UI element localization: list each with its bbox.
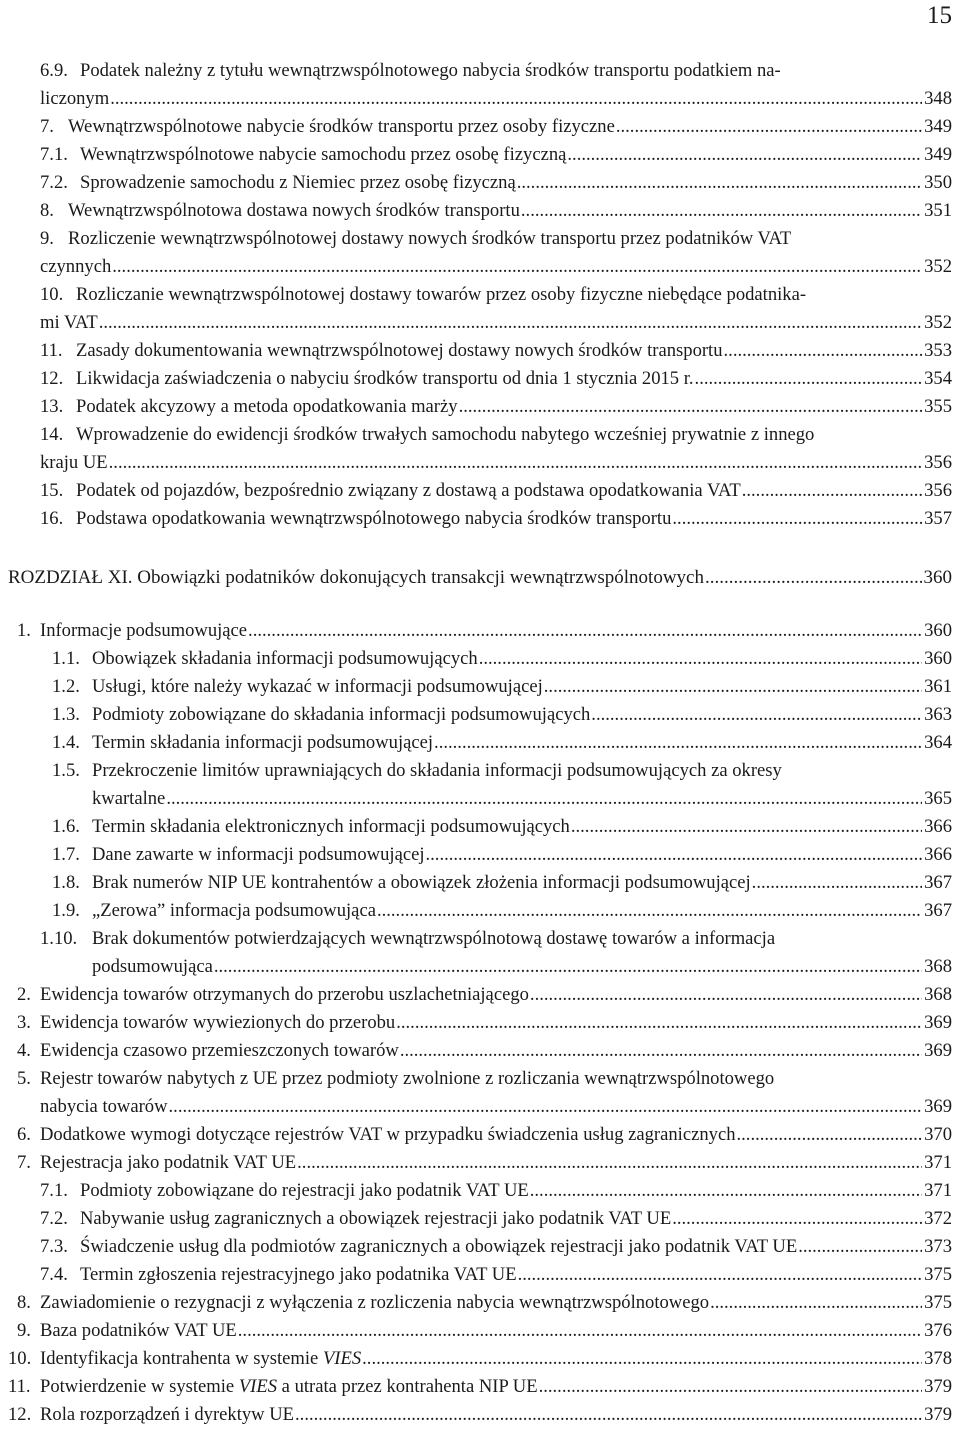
- toc-title: liczonym: [40, 88, 110, 109]
- dot-leader: [530, 981, 922, 1009]
- toc-line: [68, 113, 952, 141]
- toc-line: [68, 225, 952, 253]
- chapter-toc-page: 364: [924, 732, 952, 753]
- toc-line: [80, 57, 952, 85]
- chapter-toc-line: [40, 1093, 952, 1121]
- chapter-toc-line: [92, 897, 952, 925]
- chapter-toc-page: 363: [924, 704, 952, 725]
- chapter-toc-page: 367: [924, 900, 952, 921]
- toc-page: 349: [924, 116, 952, 137]
- chapter-toc-page: 360: [924, 648, 952, 669]
- chapter-toc-page: 368: [924, 984, 952, 1005]
- toc-title: czynnych: [40, 256, 112, 277]
- chapter-toc-number: 2.: [17, 984, 31, 1005]
- toc-page: 357: [924, 508, 952, 529]
- toc-line: [76, 281, 952, 309]
- chapter-toc-number: 8.: [17, 1292, 31, 1313]
- chapter-toc-page: 365: [924, 788, 952, 809]
- dot-leader: [521, 197, 922, 225]
- vies-term: VIES: [322, 1348, 362, 1369]
- chapter-toc-title: Ewidencja czasowo przemieszczonych towarów: [40, 1040, 399, 1061]
- dot-leader: [459, 393, 923, 421]
- chapter-toc-title: Identyfikacja kontrahenta w systemie VIES: [40, 1348, 362, 1369]
- chapter-toc-page: 372: [924, 1208, 952, 1229]
- chapter-toc-title: Potwierdzenie w systemie VIES a utrata przez kontrahenta NIP UE: [40, 1376, 538, 1397]
- chapter-toc-page: 379: [924, 1404, 952, 1425]
- dot-leader: [99, 309, 922, 337]
- toc-title: mi VAT: [40, 312, 98, 333]
- chapter-toc-number: 1.4.: [52, 732, 80, 753]
- chapter-toc-line: [40, 1149, 952, 1177]
- dot-leader: [530, 1177, 922, 1205]
- toc-title: kraju UE: [40, 452, 108, 473]
- chapter-toc-line: [92, 925, 952, 953]
- chapter-toc-line: [40, 1401, 952, 1429]
- chapter-toc-line: [80, 1205, 952, 1233]
- chapter-toc-number: 7.1.: [40, 1180, 68, 1201]
- toc-number: 10.: [40, 284, 64, 305]
- chapter-toc-line: [92, 813, 952, 841]
- toc-line: [76, 337, 952, 365]
- dot-leader: [434, 729, 922, 757]
- chapter-toc-line: [92, 953, 952, 981]
- chapter-toc-page: 366: [924, 816, 952, 837]
- toc-number: 6.9.: [40, 60, 68, 81]
- toc-line: [76, 421, 952, 449]
- toc-number: 7.: [40, 116, 54, 137]
- chapter-toc-title: Brak numerów NIP UE kontrahentów a obowiązek złożenia informacji podsumowującej: [92, 872, 751, 893]
- dot-leader: [110, 85, 922, 113]
- chapter-toc-number: 1.7.: [52, 844, 80, 865]
- toc-page: 355: [924, 396, 952, 417]
- dot-leader: [571, 813, 922, 841]
- chapter-toc-number: 7.: [17, 1152, 31, 1173]
- chapter-toc-page: 368: [924, 956, 952, 977]
- chapter-toc-number: 1.3.: [52, 704, 80, 725]
- dot-leader: [672, 505, 922, 533]
- toc-title: Wewnątrzwspólnotowe nabycie środków transportu przez osoby fizyczne: [68, 116, 615, 137]
- chapter-toc-title: Świadczenie usług dla podmiotów zagranicznych a obowiązek rejestracji jako podatnik VAT UE: [80, 1236, 798, 1257]
- chapter-toc-number: 9.: [17, 1320, 31, 1341]
- chapter-toc-page: 378: [924, 1348, 952, 1369]
- dot-leader: [517, 169, 922, 197]
- toc-line: [40, 253, 952, 281]
- toc-number: 8.: [40, 200, 54, 221]
- dot-leader: [112, 253, 922, 281]
- toc-line: [76, 365, 952, 393]
- toc-title: Podstawa opodatkowania wewnątrzwspólnotowego nabycia środków transportu: [76, 508, 672, 529]
- chapter-toc-line: [40, 1317, 952, 1345]
- dot-leader: [710, 1289, 922, 1317]
- chapter-toc-title: Termin zgłoszenia rejestracyjnego jako podatnika VAT UE: [80, 1264, 517, 1285]
- chapter-toc-line: [80, 1177, 952, 1205]
- toc-line: [76, 393, 952, 421]
- chapter-toc-title: Rejestracja jako podatnik VAT UE: [40, 1152, 297, 1173]
- dot-leader: [169, 1093, 923, 1121]
- toc-line: [76, 505, 952, 533]
- toc-title: Wprowadzenie do ewidencji środków trwałych samochodu nabytego wcześniej prywatnie z innego: [76, 424, 815, 445]
- chapter-toc-title: Termin składania informacji podsumowującej: [92, 732, 434, 753]
- dot-leader: [672, 1205, 922, 1233]
- chapter-toc-number: 1.10.: [40, 928, 78, 949]
- toc-page: 350: [924, 172, 952, 193]
- page-number: 15: [927, 2, 952, 29]
- chapter-toc-number: 1.9.: [52, 900, 80, 921]
- toc-number: 16.: [40, 508, 64, 529]
- dot-leader: [616, 113, 922, 141]
- toc-title: Rozliczenie wewnątrzwspólnotowej dostawy nowych środków transportu przez podatników VAT: [68, 228, 792, 249]
- toc-page: 348: [924, 88, 952, 109]
- chapter-toc-line: [40, 1037, 952, 1065]
- toc-page: 354: [924, 368, 952, 389]
- chapter-toc-title: kwartalne: [92, 788, 166, 809]
- chapter-toc-page: 375: [924, 1292, 952, 1313]
- chapter-toc-page: 366: [924, 844, 952, 865]
- chapter-toc-number: 3.: [17, 1012, 31, 1033]
- chapter-toc-page: 379: [924, 1376, 952, 1397]
- chapter-toc-line: [92, 645, 952, 673]
- chapter-toc-title: Przekroczenie limitów uprawniających do składania informacji podsumowujących za okresy: [92, 760, 782, 781]
- toc-page: 356: [924, 452, 952, 473]
- chapter-toc-line: [40, 1289, 952, 1317]
- chapter-toc-number: 1.1.: [52, 648, 80, 669]
- chapter-toc-title: Nabywanie usług zagranicznych a obowiązek rejestracji jako podatnik VAT UE: [80, 1208, 672, 1229]
- chapter-toc-number: 7.4.: [40, 1264, 68, 1285]
- chapter-toc-line: [40, 1009, 952, 1037]
- dot-leader: [362, 1345, 922, 1373]
- chapter-toc-page: 371: [924, 1152, 952, 1173]
- chapter-toc-number: 6.: [17, 1124, 31, 1145]
- chapter-toc-page: 370: [924, 1124, 952, 1145]
- chapter-toc-number: 1.8.: [52, 872, 80, 893]
- toc-page: 352: [924, 256, 952, 277]
- chapter-toc-number: 4.: [17, 1040, 31, 1061]
- dot-leader: [742, 477, 922, 505]
- toc-line: [68, 197, 952, 225]
- dot-leader: [396, 1009, 922, 1037]
- chapter-toc-line: [80, 1261, 952, 1289]
- toc-number: 7.2.: [40, 172, 68, 193]
- toc-title: Likwidacja zaświadczenia o nabyciu środków transportu od dnia 1 stycznia 2015 r.: [76, 368, 694, 389]
- dot-leader: [377, 897, 922, 925]
- toc-page: 351: [924, 200, 952, 221]
- chapter-toc-line: [92, 869, 952, 897]
- chapter-toc-number: 10.: [8, 1348, 32, 1369]
- chapter-toc-title: Obowiązek składania informacji podsumowujących: [92, 648, 478, 669]
- chapter-toc-page: 369: [924, 1040, 952, 1061]
- chapter-toc-line: [40, 1121, 952, 1149]
- chapter-page: 360: [923, 567, 952, 588]
- vies-term: VIES: [238, 1376, 278, 1397]
- chapter-toc-line: [40, 1345, 952, 1373]
- chapter-toc-line: [92, 673, 952, 701]
- toc-number: 14.: [40, 424, 64, 445]
- dot-leader: [544, 673, 922, 701]
- dot-leader: [539, 1373, 923, 1401]
- chapter-toc-page: 360: [924, 620, 952, 641]
- chapter-toc-line: [92, 841, 952, 869]
- toc-title: Sprowadzenie samochodu z Niemiec przez osobę fizyczną: [80, 172, 516, 193]
- toc-line: [76, 477, 952, 505]
- chapter-toc-title: Ewidencja towarów otrzymanych do przerobu uszlachetniającego: [40, 984, 529, 1005]
- chapter-toc-page: 373: [924, 1236, 952, 1257]
- chapter-toc-line: [40, 617, 952, 645]
- toc-number: 15.: [40, 480, 64, 501]
- dot-leader: [295, 1401, 922, 1429]
- toc-page: 352: [924, 312, 952, 333]
- chapter-toc-title: Dane zawarte w informacji podsumowującej: [92, 844, 425, 865]
- chapter-toc-number: 1.5.: [52, 760, 80, 781]
- chapter-toc-page: 369: [924, 1096, 952, 1117]
- chapter-toc-title: nabycia towarów: [40, 1096, 168, 1117]
- dot-leader: [109, 449, 922, 477]
- chapter-toc-number: 11.: [8, 1376, 31, 1397]
- dot-leader: [248, 617, 922, 645]
- chapter-heading: [8, 567, 952, 595]
- chapter-toc-number: 7.3.: [40, 1236, 68, 1257]
- chapter-toc-title: Informacje podsumowujące: [40, 620, 248, 641]
- toc-number: 13.: [40, 396, 64, 417]
- chapter-toc-number: 1.: [17, 620, 31, 641]
- toc-title: Podatek od pojazdów, bezpośrednio związany z dostawą a podstawa opodatkowania VAT: [76, 480, 741, 501]
- chapter-toc-title: Termin składania elektronicznych informacji podsumowujących: [92, 816, 570, 837]
- chapter-toc-line: [40, 1065, 952, 1093]
- chapter-toc-page: 367: [924, 872, 952, 893]
- toc-number: 9.: [40, 228, 54, 249]
- dot-leader: [238, 1317, 922, 1345]
- chapter-toc-title: Rejestr towarów nabytych z UE przez podmioty zwolnione z rozliczania wewnątrzwspólnotowego: [40, 1068, 775, 1089]
- chapter-toc-number: 7.2.: [40, 1208, 68, 1229]
- toc-line: [80, 169, 952, 197]
- toc-title: Wewnątrzwspólnotowa dostawa nowych środków transportu: [68, 200, 520, 221]
- chapter-toc-number: 5.: [17, 1068, 31, 1089]
- chapter-toc-page: 371: [924, 1180, 952, 1201]
- toc-title: Rozliczanie wewnątrzwspólnotowej dostawy towarów przez osoby fizyczne niebędące podatnika-: [76, 284, 807, 305]
- chapter-toc-title: Baza podatników VAT UE: [40, 1320, 237, 1341]
- chapter-toc-title: Brak dokumentów potwierdzających wewnątrzwspólnotową dostawę towarów a informacja: [92, 928, 776, 949]
- dot-leader: [591, 701, 922, 729]
- chapter-toc-number: 1.2.: [52, 676, 80, 697]
- chapter-toc-page: 361: [924, 676, 952, 697]
- dot-leader: [695, 365, 923, 393]
- chapter-toc-line: [92, 785, 952, 813]
- dot-leader: [752, 869, 922, 897]
- toc-page: 353: [924, 340, 952, 361]
- toc-line: [40, 449, 952, 477]
- toc-number: 12.: [40, 368, 64, 389]
- chapter-title: ROZDZIAŁ XI. Obowiązki podatników dokonujących transakcji wewnątrzwspólnotowych: [8, 567, 704, 588]
- chapter-toc-number: 12.: [8, 1404, 32, 1425]
- dot-leader: [798, 1233, 922, 1261]
- chapter-toc-title: Podmioty zobowiązane do składania informacji podsumowujących: [92, 704, 591, 725]
- dot-leader: [214, 953, 922, 981]
- toc-line: [80, 141, 952, 169]
- chapter-toc-page: 375: [924, 1264, 952, 1285]
- dot-leader: [426, 841, 923, 869]
- chapter-toc-title: Rola rozporządzeń i dyrektyw UE: [40, 1404, 295, 1425]
- dot-leader: [567, 141, 922, 169]
- dot-leader: [166, 785, 922, 813]
- toc-title: Podatek akcyzowy a metoda opodatkowania marży: [76, 396, 458, 417]
- chapter-toc-title: „Zerowa” informacja podsumowująca: [92, 900, 376, 921]
- chapter-toc-line: [92, 701, 952, 729]
- chapter-toc-title: Usługi, które należy wykazać w informacji podsumowującej: [92, 676, 543, 697]
- dot-leader: [400, 1037, 922, 1065]
- toc-page: 349: [924, 144, 952, 165]
- toc-line: [40, 85, 952, 113]
- chapter-toc-title: Zawiadomienie o rezygnacji z wyłączenia z rozliczenia nabycia wewnątrzwspólnotowego: [40, 1292, 710, 1313]
- toc-title: Zasady dokumentowania wewnątrzwspólnotowej dostawy nowych środków transportu: [76, 340, 723, 361]
- toc-line: [40, 309, 952, 337]
- dot-leader: [297, 1149, 922, 1177]
- dot-leader: [479, 645, 922, 673]
- toc-page: 356: [924, 480, 952, 501]
- chapter-toc-line: [80, 1233, 952, 1261]
- dot-leader: [724, 337, 923, 365]
- toc-number: 11.: [40, 340, 63, 361]
- chapter-toc-line: [40, 981, 952, 1009]
- chapter-toc-number: 1.6.: [52, 816, 80, 837]
- chapter-toc-line: [40, 1373, 952, 1401]
- toc-title: Wewnątrzwspólnotowe nabycie samochodu przez osobę fizyczną: [80, 144, 567, 165]
- toc-title: Podatek należny z tytułu wewnątrzwspólnotowego nabycia środków transportu podatkiem na-: [80, 60, 781, 81]
- chapter-toc-page: 369: [924, 1012, 952, 1033]
- chapter-toc-title: Podmioty zobowiązane do rejestracji jako podatnik VAT UE: [80, 1180, 529, 1201]
- toc-number: 7.1.: [40, 144, 68, 165]
- chapter-toc-line: [92, 757, 952, 785]
- chapter-toc-page: 376: [924, 1320, 952, 1341]
- dot-leader: [518, 1261, 923, 1289]
- chapter-toc-title: Dodatkowe wymogi dotyczące rejestrów VAT w przypadku świadczenia usług zagranicznych: [40, 1124, 736, 1145]
- chapter-toc-line: [92, 729, 952, 757]
- chapter-toc-title: Ewidencja towarów wywiezionych do przerobu: [40, 1012, 396, 1033]
- dot-leader: [737, 1121, 923, 1149]
- dot-leader: [705, 567, 922, 589]
- chapter-toc-title: podsumowująca: [92, 956, 213, 977]
